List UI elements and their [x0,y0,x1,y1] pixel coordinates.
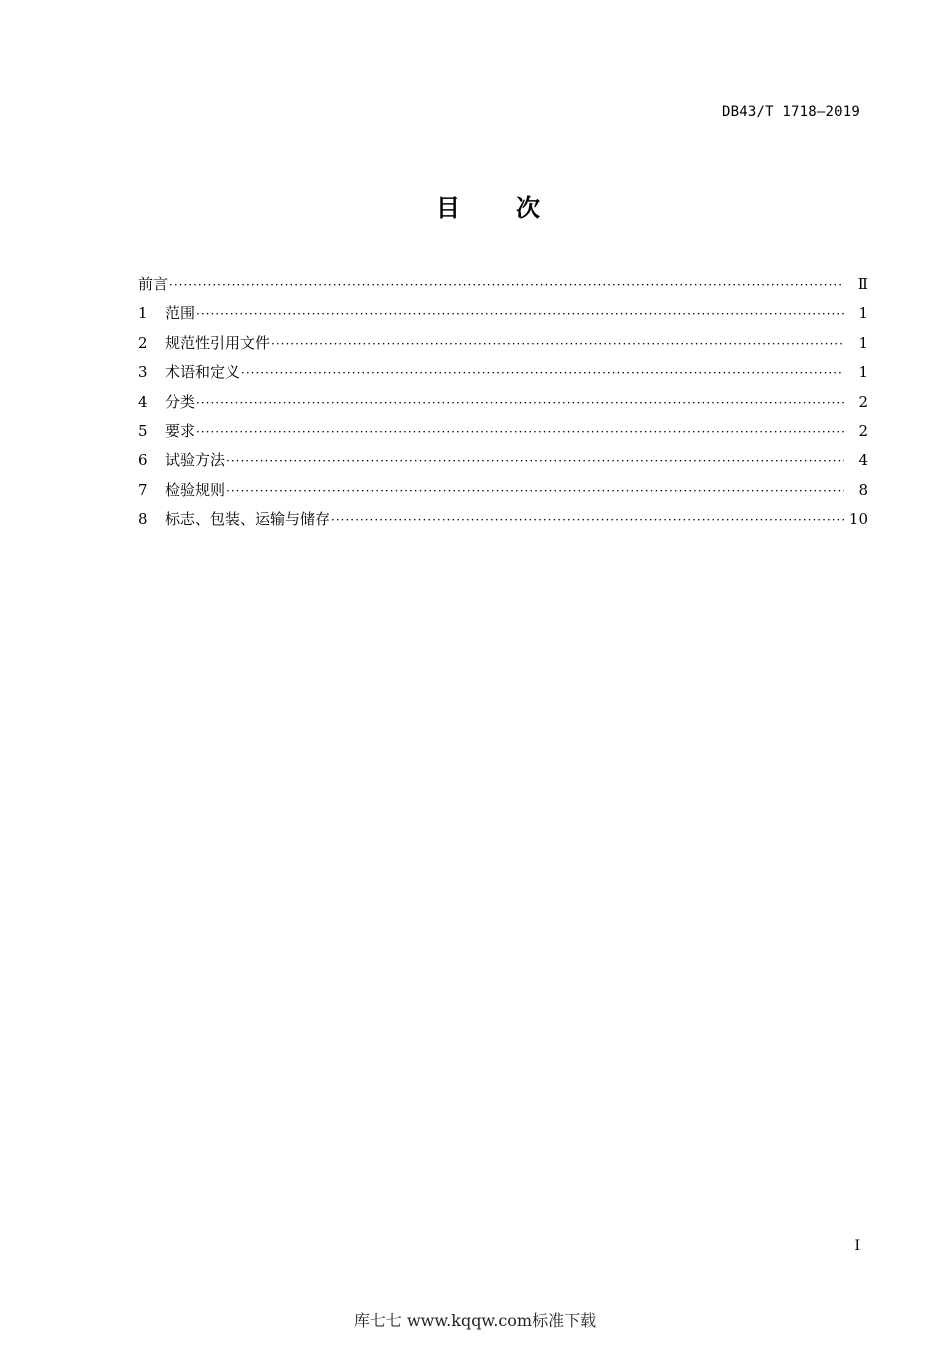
toc-entry-label: 前言 [138,275,169,293]
toc-entry-page: 2 [858,392,868,411]
toc-dot-leader [169,271,844,300]
toc-entry-number: 1 [138,304,148,323]
toc-dot-leader [241,359,844,388]
toc-dot-leader [196,389,844,418]
toc-dot-leader [271,330,844,359]
toc-entry-number: 2 [138,333,148,352]
toc-entry-page: 2 [858,421,868,440]
toc-entry-label: 规范性引用文件 [165,333,271,352]
toc-entry-label: 术语和定义 [165,363,241,382]
standard-code: DB43/T 1718—2019 [721,104,860,120]
toc-dot-leader [196,300,844,329]
toc-title [0,188,950,223]
toc-entry-number: 8 [138,510,148,529]
toc-entry-number: 6 [138,451,148,470]
toc-entry-number: 5 [138,421,148,440]
toc-entry-number: 7 [138,480,148,499]
page-number: I [854,1238,860,1254]
toc-entry-test-methods[interactable] [138,446,868,475]
toc-entry-page: 8 [858,480,868,499]
table-of-contents [138,270,868,535]
toc-entry-foreword[interactable] [138,270,868,299]
toc-entry-page: 1 [858,363,868,382]
toc-entry-scope[interactable] [138,299,868,328]
toc-title-char-2: 次 [516,194,540,222]
toc-entry-classification[interactable] [138,388,868,417]
toc-dot-leader [226,447,844,476]
toc-entry-inspection-rules[interactable] [138,476,868,505]
toc-entry-page: 4 [858,451,868,470]
toc-entry-label: 检验规则 [165,480,226,499]
toc-entry-page: 1 [858,304,868,323]
toc-entry-label: 试验方法 [165,451,226,470]
toc-entry-number: 3 [138,363,148,382]
toc-entry-label: 标志、包装、运输与储存 [165,510,331,529]
toc-entry-terms-definitions[interactable] [138,358,868,387]
toc-entry-label: 要求 [165,421,196,440]
toc-entry-page: 1 [858,333,868,352]
toc-dot-leader [226,477,844,506]
toc-dot-leader [331,506,844,535]
toc-entry-marking-packaging[interactable] [138,505,868,534]
toc-entry-normative-references[interactable] [138,329,868,358]
toc-title-char-1: 目 [436,194,460,222]
toc-entry-label: 范围 [165,304,196,323]
toc-entry-page: 10 [848,510,868,529]
toc-entry-requirements[interactable] [138,417,868,446]
toc-entry-label: 分类 [165,392,196,411]
toc-dot-leader [196,418,844,447]
toc-entry-page: Ⅱ [857,275,868,293]
watermark-text: 库七七 www.kqqw.com标准下载 [353,1311,597,1330]
toc-entry-number: 4 [138,392,148,411]
